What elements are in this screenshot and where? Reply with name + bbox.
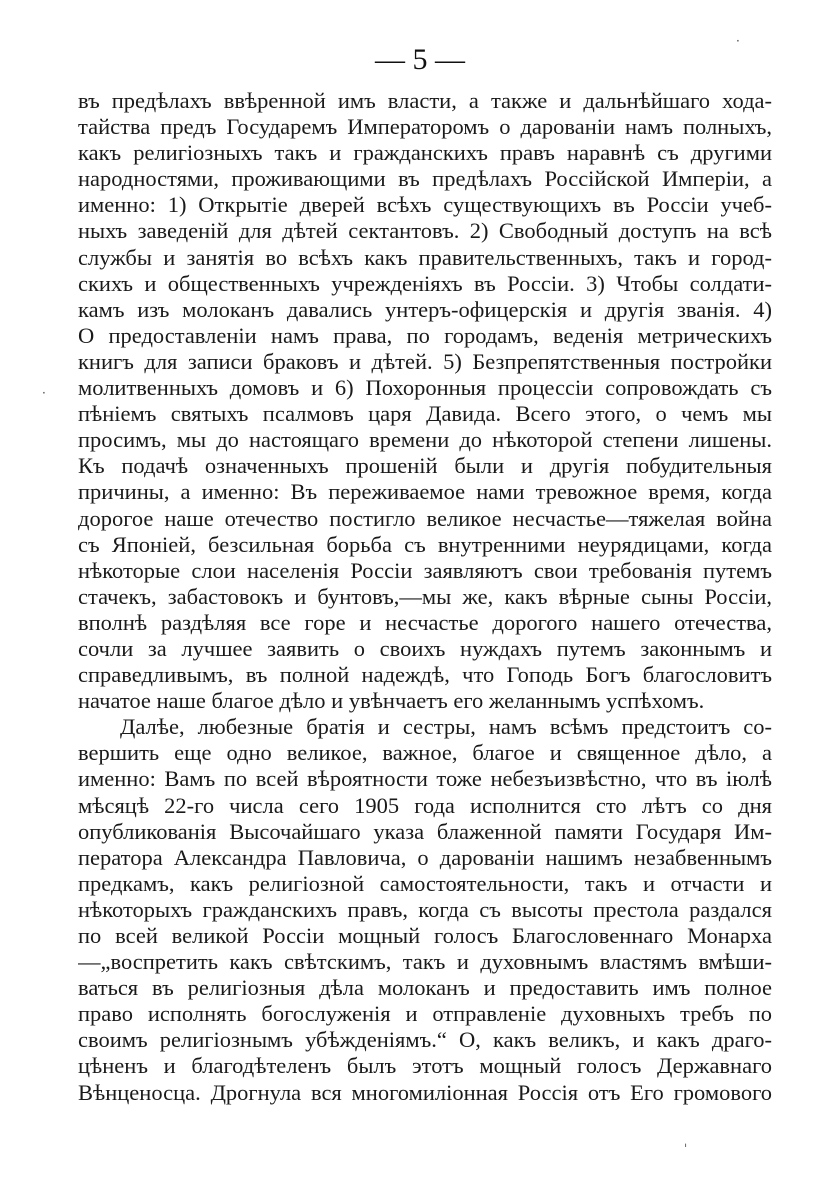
text-line: опубликованія Высочайшаго указа блаженной памяти Государя Им- (78, 818, 772, 844)
text-line: стачекъ, забастовокъ и бунтовъ,—мы же, какъ вѣрные сыны Россіи, (78, 583, 772, 609)
text-line: цѣненъ и благодѣтеленъ былъ этотъ мощный голосъ Державнаго (78, 1053, 772, 1079)
text-line: по всей великой Россіи мощный голосъ Благословеннаго Монарха (78, 923, 772, 948)
text-line: службы и занятія во всѣхъ какъ правительственныхъ, такъ и город- (78, 244, 772, 270)
text-line: пѣніемъ святыхъ псалмовъ царя Давида. Всего этого, о чемъ мы (78, 401, 772, 427)
text-line: вполнѣ раздѣляя все горе и несчастье дорогого нашего отечества, (78, 609, 772, 635)
text-line: своимъ религіознымъ убѣжденіямъ.“ О, какъ великъ, и какъ драго- (78, 1027, 772, 1053)
text-line: —„воспретить какъ свѣтскимъ, такъ и духовнымъ властямъ вмѣши- (78, 949, 772, 975)
text-line: причины, а именно: Въ переживаемое нами тревожное время, когда (78, 479, 772, 505)
text-line: книгъ для записи браковъ и дѣтей. 5) Безпрепятственныя постройки (78, 348, 772, 374)
text-line: въ предѣлахъ ввѣренной имъ власти, а также и дальнѣйшаго хода- (78, 88, 772, 113)
body-text (78, 88, 772, 1106)
text-line: справедливымъ, въ полной надеждѣ, что Гоподь Богъ благословитъ (78, 662, 772, 688)
text-line: молитвенныхъ домовъ и 6) Похоронныя процессіи сопровождать съ (78, 375, 772, 401)
text-line: сочли за лучшее заявить о своихъ нуждахъ путемъ законнымъ и (78, 635, 772, 661)
text-line: Далѣе, любезные братія и сестры, намъ всѣмъ предстоитъ со- (120, 714, 772, 740)
paragraph-2 (78, 714, 772, 1105)
text-line: нѣкоторыхъ гражданскихъ правъ, когда съ высоты престола раздался (78, 896, 772, 922)
text-line: ператора Александра Павловича, о дарованіи нашимъ незабвеннымъ (78, 844, 772, 870)
scan-speck: ˈ (684, 1142, 688, 1156)
text-line: ныхъ заведеній для дѣтей сектантовъ. 2) Свободный доступъ на всѣ (78, 218, 772, 244)
text-line: мѣсяцѣ 22-го числа сего 1905 года исполнится сто лѣтъ со дня (78, 792, 772, 818)
paragraph-1 (78, 88, 772, 714)
text-line: народностями, проживающими въ предѣлахъ Россійской Имперіи, а (78, 166, 772, 192)
text-line: Вѣнценосца. Дрогнула вся многомиліонная Россія отъ Его громового (78, 1079, 772, 1105)
text-line: именно: 1) Открытіе дверей всѣхъ существующихъ въ Россіи учеб- (78, 192, 772, 218)
scan-speck: · (42, 386, 46, 400)
text-line: дорогое наше отечество постигло великое несчастье—тяжелая война (78, 505, 772, 531)
text-line: какъ религіозныхъ такъ и гражданскихъ правъ наравнѣ съ другими (78, 140, 772, 166)
text-line: начатое наше благое дѣло и увѣнчаетъ его желаннымъ успѣхомъ. (78, 688, 705, 714)
text-line: право исполнять богослуженія и отправленіе духовныхъ требъ по (78, 1001, 772, 1027)
text-line: вершить еще одно великое, важное, благое и священное дѣло, а (78, 740, 772, 766)
text-line: камъ изъ молоканъ давались унтеръ-офицерскія и другія званія. 4) (78, 296, 772, 322)
text-line: тайства предъ Государемъ Императоромъ о дарованіи намъ полныхъ, (78, 114, 772, 140)
text-line: ваться въ религіозныя дѣла молоканъ и предоставить имъ полное (78, 975, 772, 1001)
page-number: — 5 — (375, 43, 465, 76)
scan-speck: · (736, 34, 740, 48)
text-line: предкамъ, какъ религіозной самостоятельности, такъ и отчасти и (78, 870, 772, 896)
text-line: Къ подачѣ означенныхъ прошеній были и другія побудительныя (78, 453, 772, 479)
text-line: именно: Вамъ по всей вѣроятности тоже небезъизвѣстно, что въ іюлѣ (78, 766, 772, 792)
text-line: О предоставленіи намъ права, по городамъ, веденія метрическихъ (78, 322, 772, 348)
text-line: съ Японіей, безсильная борьба съ внутренними неурядицами, когда (78, 531, 772, 557)
text-line: нѣкоторые слои населенія Россіи заявляютъ свои требованія путемъ (78, 557, 772, 583)
text-line: скихъ и общественныхъ учрежденіяхъ въ Россіи. 3) Чтобы солдати- (78, 270, 772, 296)
text-line: просимъ, мы до настоящаго времени до нѣкоторой степени лишены. (78, 427, 772, 453)
